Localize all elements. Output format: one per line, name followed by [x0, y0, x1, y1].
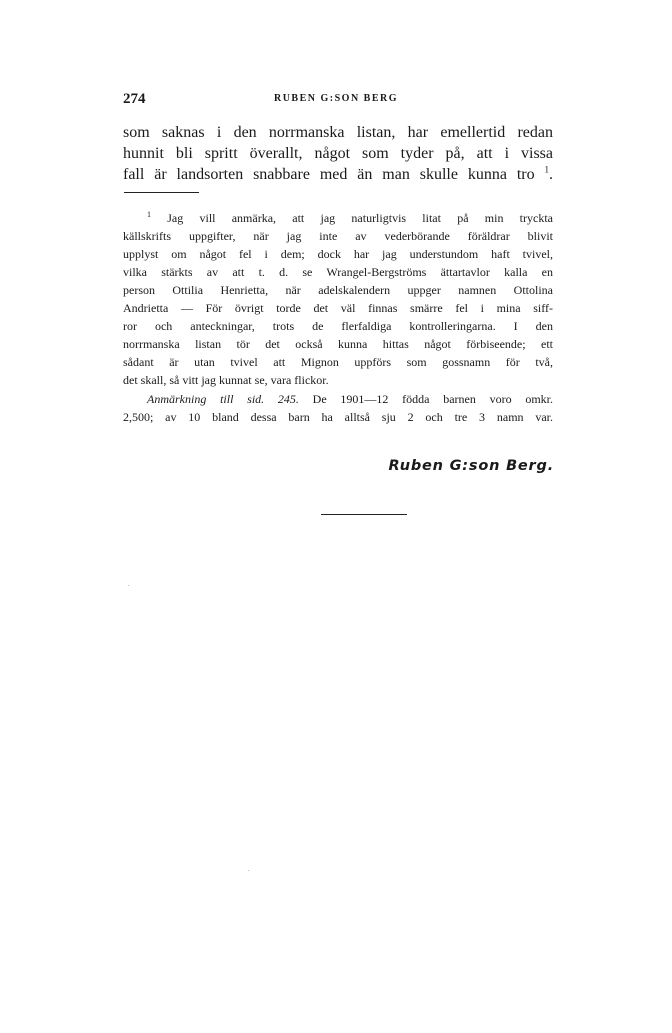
footnote-line: källskrifts uppgifter, när jag inte av vederbörande föräldrar blivit [123, 229, 553, 243]
period: . [549, 166, 554, 183]
scan-speck [248, 870, 249, 871]
footnote-marker: 1 [147, 210, 151, 219]
page-number: 274 [123, 91, 146, 107]
body-line: hunnit bli spritt överallt, något som tyder på, att i vissa [123, 145, 553, 162]
signature: Ruben G:son Berg. [388, 458, 554, 474]
note-line [147, 392, 553, 406]
running-head: RUBEN G:SON BERG [273, 93, 398, 104]
note-line: 2,500; av 10 bland dessa barn ha alltså sju 2 och tre 3 namn var. [123, 410, 553, 424]
note-label: Anmärkning till sid. 245. [147, 392, 299, 406]
note-text: De 1901—12 födda barnen voro omkr. [312, 392, 553, 406]
footnote-line: Jag vill anmärka, att jag naturligtvis litat på min tryckta [167, 211, 553, 225]
footnote-line: person Ottilia Henrietta, när adelskalendern uppger namnen Ottolina [123, 283, 553, 297]
scan-speck [128, 585, 129, 586]
footnote-line: upplyst om något fel i dem; dock har jag understundom haft tvivel, [123, 247, 553, 261]
body-line: fall är landsorten snabbare med än man skulle kunna tro [123, 166, 535, 183]
footnote-reference: 1 [544, 164, 550, 175]
body-line: som saknas i den norrmanska listan, har emellertid redan [123, 124, 553, 141]
footnote-line: vilka stärkts av att t. d. se Wrangel-Bergströms ättartavlor kalla en [123, 265, 553, 279]
footnote-line: ror och anteckningar, trots de flerfaldiga kontrolleringarna. I den [123, 319, 553, 333]
footnote-separator [124, 192, 199, 193]
end-rule [321, 514, 407, 515]
footnote-line: det skall, så vitt jag kunnat se, vara flickor. [123, 373, 329, 387]
footnote-first-line [147, 211, 553, 225]
body-line-with-reference [123, 166, 553, 184]
footnote-line: norrmanska listan tör det också kunna hittas något förbiseende; ett [123, 337, 553, 351]
footnote-line: Andrietta — För övrigt torde det väl finnas smärre fel i mina siff- [123, 301, 553, 315]
footnote-line: sådant är utan tvivel att Mignon uppförs som gossnamn för två, [123, 355, 553, 369]
